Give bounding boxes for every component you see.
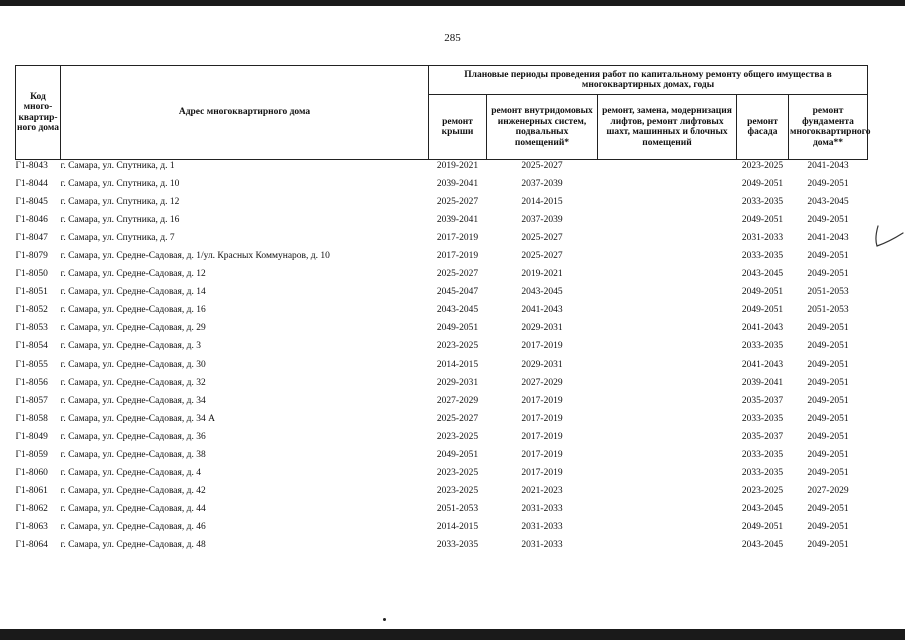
facade-period-cell: 2033-2035	[741, 449, 784, 460]
house-code-cell: Г1-8043	[15, 161, 48, 171]
lifts-period-cell	[598, 539, 737, 557]
foundation-period-cell: 2049-2051	[807, 449, 849, 460]
table-row	[16, 322, 868, 340]
roof-period-cell: 2025-2027	[436, 269, 479, 280]
lifts-period-cell	[598, 268, 737, 286]
address-cell: г. Самара, ул. Средне-Садовая, д. 34	[60, 395, 206, 406]
house-code-cell: Г1-8054	[15, 341, 48, 352]
roof-period-cell: 2023-2025	[436, 467, 479, 478]
table-row	[16, 250, 868, 268]
address-cell: г. Самара, ул. Спутника, д. 1	[60, 161, 175, 171]
lifts-period-cell	[598, 377, 737, 395]
lifts-period-cell	[598, 431, 737, 449]
facade-period-cell: 2033-2035	[741, 251, 784, 262]
house-code-cell: Г1-8079	[15, 251, 48, 262]
foundation-period-cell: 2049-2051	[807, 359, 849, 370]
facade-period-cell: 2041-2043	[741, 359, 784, 370]
address-cell: г. Самара, ул. Средне-Садовая, д. 34 А	[60, 413, 215, 424]
house-code-cell: Г1-8049	[15, 431, 48, 442]
systems-period-cell: 2014-2015	[521, 197, 563, 208]
address-cell: г. Самара, ул. Спутника, д. 16	[60, 215, 180, 226]
house-code-cell: Г1-8058	[15, 413, 48, 424]
systems-period-cell: 2025-2027	[521, 161, 563, 171]
house-code-cell: Г1-8050	[15, 269, 48, 280]
foundation-period-cell: 2041-2043	[807, 233, 849, 244]
header-foundation-repair: ремонт фундамента многоквартирного дома**	[789, 95, 868, 160]
lifts-period-cell	[598, 503, 737, 521]
foundation-period-cell: 2049-2051	[807, 539, 849, 550]
address-cell: г. Самара, ул. Средне-Садовая, д. 4	[60, 467, 201, 478]
facade-period-cell: 2039-2041	[741, 377, 784, 388]
systems-period-cell: 2031-2033	[521, 539, 563, 550]
foundation-period-cell: 2049-2051	[807, 341, 849, 352]
address-cell: г. Самара, ул. Средне-Садовая, д. 14	[60, 287, 206, 298]
address-cell: г. Самара, ул. Средне-Садовая, д. 12	[60, 269, 206, 280]
systems-period-cell: 2017-2019	[521, 467, 563, 478]
scan-top-border	[0, 0, 905, 6]
foundation-period-cell: 2049-2051	[807, 395, 849, 406]
systems-period-cell: 2017-2019	[521, 449, 563, 460]
header-house-code: Код много-квартир-ного дома	[16, 66, 61, 160]
roof-period-cell: 2027-2029	[436, 395, 479, 406]
lifts-period-cell	[598, 322, 737, 340]
facade-period-cell: 2049-2051	[741, 521, 784, 532]
foundation-period-cell: 2051-2053	[807, 287, 849, 298]
address-cell: г. Самара, ул. Средне-Садовая, д. 1/ул. Красных Коммунаров, д. 10	[60, 251, 330, 262]
lifts-period-cell	[598, 467, 737, 485]
house-code-cell: Г1-8056	[15, 377, 48, 388]
systems-period-cell: 2029-2031	[521, 359, 563, 370]
foundation-period-cell: 2049-2051	[807, 215, 849, 226]
roof-period-cell: 2025-2027	[436, 413, 479, 424]
facade-period-cell: 2041-2043	[741, 323, 784, 334]
roof-period-cell: 2014-2015	[436, 521, 479, 532]
lifts-period-cell	[598, 178, 737, 196]
address-cell: г. Самара, ул. Средне-Садовая, д. 36	[60, 431, 206, 442]
facade-period-cell: 2035-2037	[741, 395, 784, 406]
roof-period-cell: 2017-2019	[436, 233, 479, 244]
house-code-cell: Г1-8059	[15, 449, 48, 460]
table-row	[16, 413, 868, 431]
foundation-period-cell: 2049-2051	[807, 377, 849, 388]
address-cell: г. Самара, ул. Спутника, д. 12	[60, 197, 180, 208]
facade-period-cell: 2049-2051	[741, 215, 784, 226]
roof-period-cell: 2049-2051	[436, 323, 479, 334]
lifts-period-cell	[598, 232, 737, 250]
lifts-period-cell	[598, 485, 737, 503]
table-row	[16, 268, 868, 286]
table-row	[16, 160, 868, 179]
address-cell: г. Самара, ул. Средне-Садовая, д. 32	[60, 377, 206, 388]
systems-period-cell: 2025-2027	[521, 251, 563, 262]
roof-period-cell: 2039-2041	[436, 179, 479, 190]
foundation-period-cell: 2049-2051	[807, 431, 849, 442]
lifts-period-cell	[598, 214, 737, 232]
address-cell: г. Самара, ул. Средне-Садовая, д. 3	[60, 341, 201, 352]
foundation-period-cell: 2049-2051	[807, 413, 849, 424]
house-code-cell: Г1-8060	[15, 467, 48, 478]
systems-period-cell: 2025-2027	[521, 233, 563, 244]
house-code-cell: Г1-8063	[15, 521, 48, 532]
address-cell: г. Самара, ул. Средне-Садовая, д. 30	[60, 359, 206, 370]
lifts-period-cell	[598, 521, 737, 539]
facade-period-cell: 2033-2035	[741, 341, 784, 352]
facade-period-cell: 2033-2035	[741, 413, 784, 424]
house-code-cell: Г1-8047	[15, 233, 48, 244]
table-row	[16, 178, 868, 196]
systems-period-cell: 2019-2021	[521, 269, 563, 280]
table-row	[16, 196, 868, 214]
table-row	[16, 449, 868, 467]
foundation-period-cell: 2049-2051	[807, 467, 849, 478]
lifts-period-cell	[598, 196, 737, 214]
address-cell: г. Самара, ул. Средне-Садовая, д. 38	[60, 449, 206, 460]
foundation-period-cell: 2027-2029	[807, 485, 849, 496]
roof-period-cell: 2025-2027	[436, 197, 479, 208]
scan-bottom-border	[0, 629, 905, 640]
roof-period-cell: 2045-2047	[436, 287, 479, 298]
facade-period-cell: 2049-2051	[741, 305, 784, 316]
house-code-cell: Г1-8057	[15, 395, 48, 406]
table-row	[16, 431, 868, 449]
address-cell: г. Самара, ул. Средне-Садовая, д. 44	[60, 503, 206, 514]
table-row	[16, 503, 868, 521]
foundation-period-cell: 2049-2051	[807, 503, 849, 514]
table-row	[16, 539, 868, 557]
house-code-cell: Г1-8045	[15, 197, 48, 208]
systems-period-cell: 2017-2019	[521, 395, 563, 406]
roof-period-cell: 2043-2045	[436, 305, 479, 316]
roof-period-cell: 2023-2025	[436, 431, 479, 442]
lifts-period-cell	[598, 250, 737, 268]
roof-period-cell: 2014-2015	[436, 359, 479, 370]
table-row	[16, 232, 868, 250]
roof-period-cell: 2049-2051	[436, 449, 479, 460]
table-row	[16, 485, 868, 503]
lifts-period-cell	[598, 286, 737, 304]
address-cell: г. Самара, ул. Средне-Садовая, д. 42	[60, 485, 206, 496]
lifts-period-cell	[598, 395, 737, 413]
foundation-period-cell: 2049-2051	[807, 269, 849, 280]
systems-period-cell: 2027-2029	[521, 377, 563, 388]
capital-repair-schedule-table	[15, 65, 871, 557]
lifts-period-cell	[598, 413, 737, 431]
facade-period-cell: 2049-2051	[741, 179, 784, 190]
facade-period-cell: 2033-2035	[741, 197, 784, 208]
foundation-period-cell: 2049-2051	[807, 251, 849, 262]
roof-period-cell: 2029-2031	[436, 377, 479, 388]
house-code-cell: Г1-8062	[15, 503, 48, 514]
facade-period-cell: 2043-2045	[741, 269, 784, 280]
house-code-cell: Г1-8052	[15, 305, 48, 316]
systems-period-cell: 2031-2033	[521, 521, 563, 532]
lifts-period-cell	[598, 449, 737, 467]
page-number: 285	[444, 32, 461, 44]
roof-period-cell: 2023-2025	[436, 341, 479, 352]
house-code-cell: Г1-8064	[15, 539, 48, 550]
facade-period-cell: 2049-2051	[741, 287, 784, 298]
address-cell: г. Самара, ул. Средне-Садовая, д. 46	[60, 521, 206, 532]
systems-period-cell: 2017-2019	[521, 341, 563, 352]
address-cell: г. Самара, ул. Спутника, д. 7	[60, 233, 175, 244]
systems-period-cell: 2037-2039	[521, 179, 563, 190]
scan-speck	[383, 618, 386, 621]
header-facade-repair: ремонт фасада	[737, 95, 789, 160]
table-row	[16, 304, 868, 322]
lifts-period-cell	[598, 304, 737, 322]
table-row	[16, 286, 868, 304]
lifts-period-cell	[598, 340, 737, 358]
table-row	[16, 359, 868, 377]
address-cell: г. Самара, ул. Средне-Садовая, д. 48	[60, 539, 206, 550]
roof-period-cell: 2019-2021	[436, 161, 479, 171]
table-body	[16, 160, 868, 558]
header-address: Адрес многоквартирного дома	[61, 66, 429, 160]
systems-period-cell: 2037-2039	[521, 215, 563, 226]
roof-period-cell: 2033-2035	[436, 539, 479, 550]
systems-period-cell: 2017-2019	[521, 431, 563, 442]
house-code-cell: Г1-8051	[15, 287, 48, 298]
systems-period-cell: 2021-2023	[521, 485, 563, 496]
header-roof-repair: ремонт крыши	[429, 95, 487, 160]
facade-period-cell: 2033-2035	[741, 467, 784, 478]
handwritten-check-mark	[872, 224, 905, 250]
roof-period-cell: 2023-2025	[436, 485, 479, 496]
header-planned-periods: Плановые периоды проведения работ по капитальному ремонту общего имущества в многоквартирных домах, годы	[429, 66, 868, 95]
foundation-period-cell: 2043-2045	[807, 197, 849, 208]
facade-period-cell: 2043-2045	[741, 503, 784, 514]
address-cell: г. Самара, ул. Средне-Садовая, д. 16	[60, 305, 206, 316]
table-row	[16, 377, 868, 395]
facade-period-cell: 2043-2045	[741, 539, 784, 550]
address-cell: г. Самара, ул. Спутника, д. 10	[60, 179, 180, 190]
house-code-cell: Г1-8061	[15, 485, 48, 496]
facade-period-cell: 2023-2025	[741, 485, 784, 496]
house-code-cell: Г1-8044	[15, 179, 48, 190]
systems-period-cell: 2031-2033	[521, 503, 563, 514]
systems-period-cell: 2017-2019	[521, 413, 563, 424]
foundation-period-cell: 2041-2043	[807, 161, 849, 171]
lifts-period-cell	[598, 160, 737, 179]
foundation-period-cell: 2051-2053	[807, 305, 849, 316]
roof-period-cell: 2039-2041	[436, 215, 479, 226]
address-cell: г. Самара, ул. Средне-Садовая, д. 29	[60, 323, 206, 334]
systems-period-cell: 2041-2043	[521, 305, 563, 316]
roof-period-cell: 2051-2053	[436, 503, 479, 514]
table-row	[16, 521, 868, 539]
table-row	[16, 395, 868, 413]
house-code-cell: Г1-8055	[15, 359, 48, 370]
foundation-period-cell: 2049-2051	[807, 521, 849, 532]
foundation-period-cell: 2049-2051	[807, 323, 849, 334]
facade-period-cell: 2023-2025	[741, 161, 784, 171]
foundation-period-cell: 2049-2051	[807, 179, 849, 190]
systems-period-cell: 2043-2045	[521, 287, 563, 298]
table-row	[16, 214, 868, 232]
table-row	[16, 467, 868, 485]
roof-period-cell: 2017-2019	[436, 251, 479, 262]
house-code-cell: Г1-8053	[15, 323, 48, 334]
header-engineering-systems-repair: ремонт внутридомовых инженерных систем, подвальных помещений*	[487, 95, 598, 160]
systems-period-cell: 2029-2031	[521, 323, 563, 334]
facade-period-cell: 2031-2033	[741, 233, 784, 244]
header-lifts-repair: ремонт, замена, модернизация лифтов, ремонт лифтовых шахт, машинных и блочных помещений	[598, 95, 737, 160]
table-row	[16, 340, 868, 358]
facade-period-cell: 2035-2037	[741, 431, 784, 442]
lifts-period-cell	[598, 359, 737, 377]
house-code-cell: Г1-8046	[15, 215, 48, 226]
